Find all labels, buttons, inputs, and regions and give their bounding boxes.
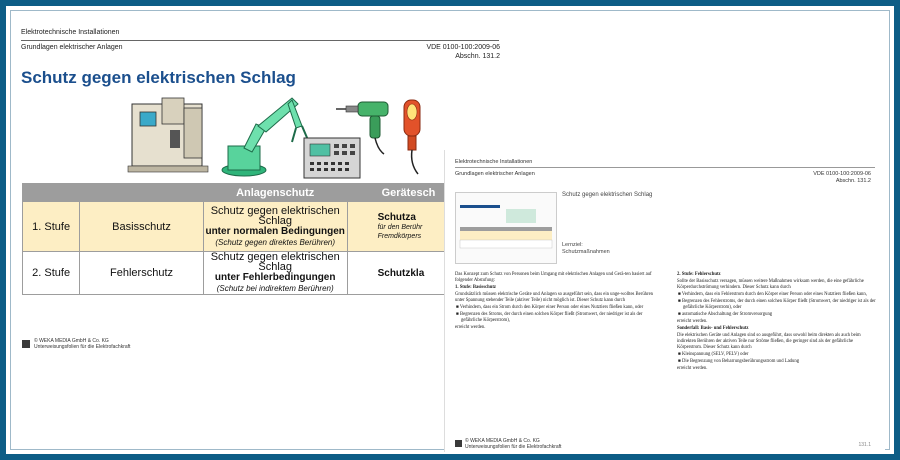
slide-section: Abschn. 131.2 (455, 53, 500, 60)
table-header-geraeteschutz: Gerätesch (347, 184, 505, 202)
document-page (444, 150, 885, 452)
table-cell-art: Basisschutz (80, 202, 204, 252)
table-header-cell (80, 184, 204, 202)
paragraph: Das Konzept zum Schutz von Personen beim Umgang mit elektrischen Anlagen und Gerä-ten basiert auf folgender Abstufung: (455, 272, 652, 283)
page-section: Abschn. 131.2 (835, 178, 871, 184)
page-footer-subtitle: Unterweisungsfolien für die Elektrofachkraft (465, 444, 562, 450)
hand-lamp-icon (404, 100, 420, 174)
section-heading: 1. Stufe: Basisschutz (455, 285, 497, 290)
page-footer-copyright: © WEKA MEDIA GmbH & Co. KG (465, 438, 540, 444)
cell-bold-text: unter normalen Bedingungen (205, 225, 345, 237)
slide-footer-subtitle: Unterweisungsfolien für die Elektrofachkraft (34, 344, 131, 350)
slide-norm: VDE 0100-100:2009-06 (426, 44, 500, 51)
table-header-row (23, 184, 506, 202)
bullet-item: ■ Kleinspannung (SELV, PELV) oder (678, 352, 749, 357)
section-heading: Sonderfall: Basis- und Fehlerschutz (677, 326, 749, 331)
table-row (23, 202, 506, 252)
protection-levels-table (22, 183, 506, 295)
electrical-equipment-illustration (126, 84, 456, 184)
paragraph: Grundsätzlich müssen elektrische Geräte und Anlagen so ausgeführt sein, dass ein unge-wolltes Berühren unter Spannung stehender Teile (aktiver Teile) nicht möglich ist. Dieser Schutz kann durch (455, 292, 653, 303)
page-header-category: Elektrotechnische Installationen (455, 159, 533, 165)
cell-text: Schutz gegen elektrischen Schlag (210, 204, 340, 227)
section-heading: 2. Stufe: Fehlerschutz (677, 272, 721, 277)
cell-bold-text: unter Fehlerbedingungen (214, 272, 336, 283)
cell-italic-text: für den Berühr Fremdkörpers (377, 224, 423, 240)
table-header-cell (23, 184, 80, 202)
paragraph: erreicht werden. (677, 319, 708, 324)
slide-footer (34, 338, 130, 350)
page-header-rule (455, 167, 875, 168)
paragraph: Sollte der Basisschutz versagen, müssen weitere Maßnahmen wirksam werden, die eine gefährliche Körperdurchströmung verhindern. Dieser Schutz kann durch (677, 279, 864, 290)
control-panel-icon (304, 138, 360, 178)
bullet-item: ■ Begrenzen des Stroms, der durch einen solchen Körper fließt (Stromwert, der niedriger ist als der gefährliche Körperstrom), (456, 312, 643, 323)
table-cell-anlagenschutz (203, 252, 347, 295)
slide-footer-copyright: © WEKA MEDIA GmbH & Co. KG (34, 338, 109, 344)
page-right-column (677, 272, 877, 373)
page-norm: VDE 0100-100:2009-06 (813, 171, 871, 177)
cell-italic-text: (Schutz bei indirektem Berühren) (216, 284, 334, 293)
meta-value: Schutzmaßnahmen (562, 249, 610, 255)
slide-header-category: Elektrotechnische Installationen (21, 29, 120, 36)
bullet-item: ■ Begrenzen des Fehlerstroms, der durch einen solchen Körper fließt (Stromwert, der niedriger ist als der gefährliche Körperstrom), oder (678, 299, 876, 310)
slide-title: Schutz gegen elektrischen Schlag (21, 68, 296, 87)
slide-thumbnail (455, 192, 557, 264)
slide-header-sub: Grundlagen elektrischer Anlagen (21, 44, 123, 51)
presentation-slide (18, 20, 506, 360)
table-header-anlagenschutz: Anlagenschutz (203, 184, 347, 202)
bullet-item: ■ Verhindern, dass ein Fehlerstrom durch den Körper einer Person oder eines Nutztiers fließen kann, (678, 292, 867, 297)
page-header-sub: Grundlagen elektrischer Anlagen (455, 171, 535, 177)
cell-italic-text: (Schutz gegen direktes Berühren) (215, 237, 336, 247)
thumbnail-title: Schutz gegen elektrischen Schlag (562, 192, 653, 198)
meta-label: Lernziel: (562, 242, 583, 248)
table-row (23, 252, 506, 295)
cell-bold-text: Schutzkla (377, 267, 425, 279)
machine-cabinet-icon (128, 98, 208, 172)
paragraph: Die elektrischen Geräte und Anlagen sind so ausgeführt, dass sowohl beim direkten als auch beim indirekten Berühren der aktiven Teile nur Ströme fließen, die geringer sind als der gefährliche Körperstrom. Dieser Schutz kann durch (677, 333, 861, 350)
slide-header-rule (21, 40, 499, 41)
cell-text: Schutz gegen elektrischen Schlag (210, 251, 340, 273)
table-cell-stufe: 1. Stufe (23, 202, 80, 252)
table-cell-art: Fehlerschutz (80, 252, 204, 295)
page-meta (562, 242, 610, 256)
page-number: 131.1 (858, 442, 871, 448)
cell-bold-text: Schutza (377, 212, 416, 223)
page-footer (465, 438, 561, 450)
slide-thumbnail-image (456, 193, 556, 263)
bullet-item: ■ Die Begrenzung von Beharrungsberührungsstrom und Ladung (678, 359, 800, 364)
bullet-item: ■ Verhindern, dass ein Strom durch den Körper einer Person oder eines Nutztiers fließen kann, oder (456, 305, 644, 310)
table-cell-stufe: 2. Stufe (23, 252, 80, 295)
weka-logo-icon (22, 340, 30, 348)
paragraph: erreicht werden. (455, 325, 486, 330)
table-cell-anlagenschutz (203, 202, 347, 252)
bullet-item: ■ automatische Abschaltung der Stromversorgung (678, 312, 773, 317)
weka-logo-icon (455, 440, 462, 447)
page-left-column (455, 272, 660, 332)
paragraph: erreicht werden. (677, 366, 708, 371)
robot-arm-icon (222, 98, 308, 176)
